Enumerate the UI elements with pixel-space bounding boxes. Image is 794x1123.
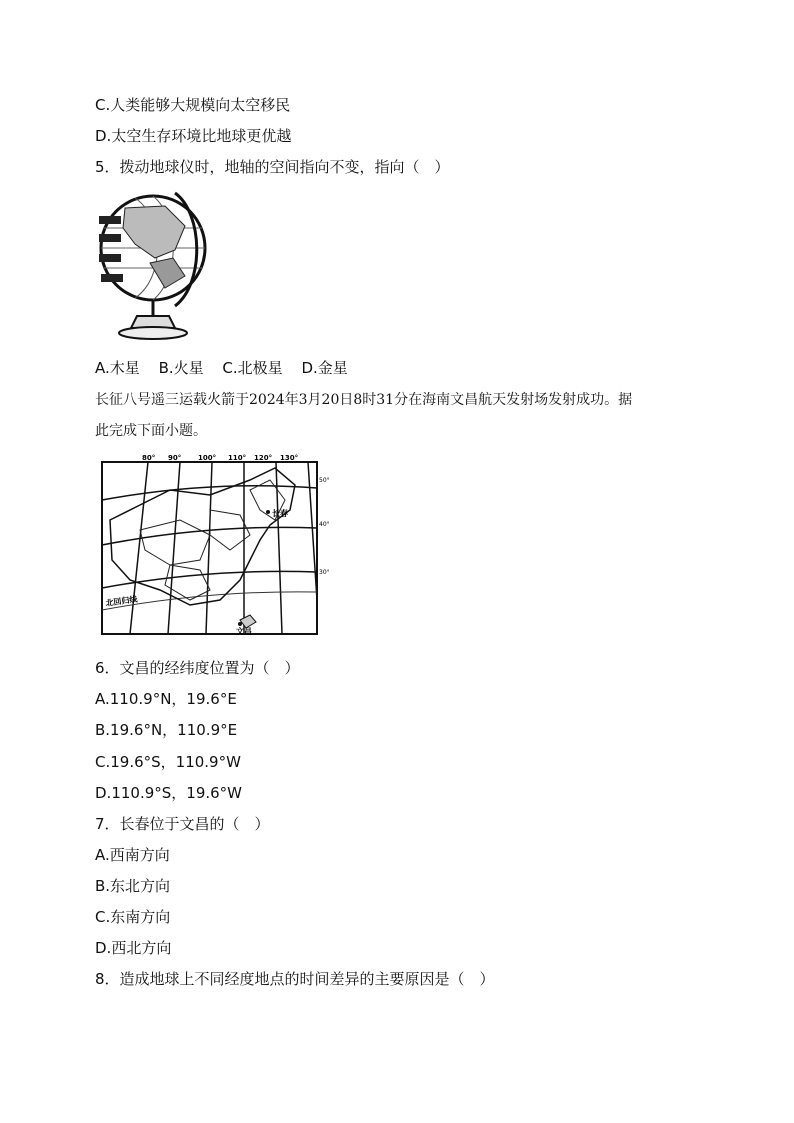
q7-option-a: A.西南方向	[95, 846, 170, 864]
lon-label-100: 100°	[198, 454, 217, 462]
q5-option-b: B.火星	[158, 359, 204, 377]
lon-label-90: 90°	[168, 454, 182, 462]
q7-option-d: D.西北方向	[95, 939, 172, 957]
globe-figure	[95, 188, 215, 343]
q6-option-a: A.110.9°N，19.6°E	[95, 690, 237, 708]
q5-option-c: C.北极星	[222, 359, 283, 377]
q8-stem: 8．造成地球上不同经度地点的时间差异的主要原因是（ ）	[95, 970, 495, 988]
q7-stem: 7．长春位于文昌的（ ）	[95, 815, 270, 833]
q7-option-c: C.东南方向	[95, 908, 171, 926]
place-label-tropic: 北回归线	[105, 594, 138, 608]
lat-label-40: 40°	[319, 521, 330, 528]
lon-label-130: 130°	[280, 454, 299, 462]
q6-option-c: C.19.6°S，110.9°W	[95, 753, 241, 771]
passage-line-2: 此完成下面小题。	[95, 423, 207, 439]
lon-label-120: 120°	[254, 454, 273, 462]
place-label-changchun: 长春	[272, 509, 288, 518]
q6-option-b: B.19.6°N，110.9°E	[95, 721, 238, 739]
lat-label-30: 30°	[319, 569, 330, 576]
passage-line-1: 长征八号遥三运载火箭于2024年3月20日8时31分在海南文昌航天发射场发射成功。据	[95, 392, 633, 408]
place-label-wenchang: 文昌	[236, 627, 252, 636]
lon-label-110: 110°	[228, 454, 247, 462]
q4-option-d: D.太空生存环境比地球更优越	[95, 127, 292, 145]
china-map-figure	[100, 450, 340, 642]
q5-option-d: D.金星	[301, 359, 348, 377]
lat-label-50: 50°	[319, 477, 330, 484]
q5-stem: 5．拨动地球仪时，地轴的空间指向不变，指向（ ）	[95, 158, 450, 176]
q7-option-b: B.东北方向	[95, 877, 171, 895]
q4-option-c: C.人类能够大规模向太空移民	[95, 96, 291, 114]
lon-label-80: 80°	[142, 454, 156, 462]
q5-options	[95, 358, 362, 378]
q6-option-d: D.110.9°S，19.6°W	[95, 784, 243, 802]
q6-stem: 6．文昌的经纬度位置为（ ）	[95, 659, 300, 677]
q5-option-a: A.木星	[95, 359, 140, 377]
